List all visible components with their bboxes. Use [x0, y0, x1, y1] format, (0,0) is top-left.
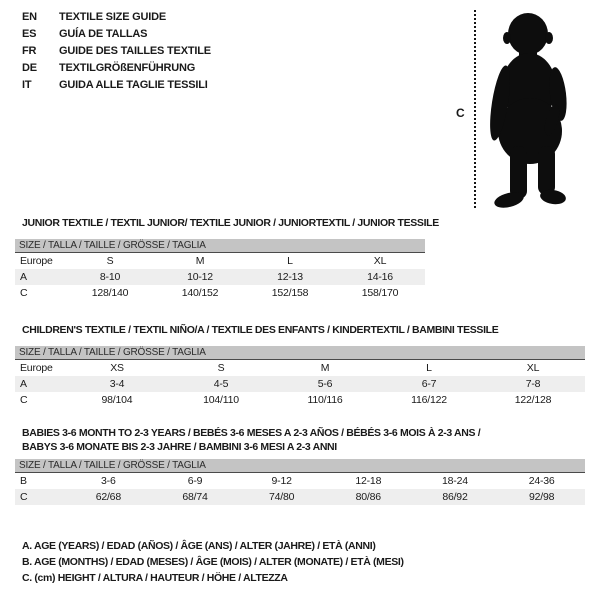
table-cell: 158/170: [361, 287, 399, 299]
table-row: [15, 253, 425, 269]
size-header-label: SIZE / TALLA / TAILLE / GRÖSSE / TAGLIA: [19, 460, 206, 471]
note-line: A. AGE (YEARS) / EDAD (AÑOS) / ÂGE (ANS) / ALTER (JAHRE) / ETÀ (ANNI): [22, 540, 376, 552]
language-row: [22, 9, 211, 26]
section-junior: [15, 216, 439, 301]
language-title: GUIDE DES TAILLES TEXTILE: [59, 45, 211, 57]
section-children: [15, 323, 585, 408]
note-line: B. AGE (MONTHS) / EDAD (MESES) / ÂGE (MOIS) / ALTER (MONATE) / ETÀ (MESI): [22, 556, 404, 568]
table-cell: L: [426, 362, 432, 374]
table-cell: XL: [526, 362, 540, 374]
table-cell: Europe: [20, 362, 53, 374]
table-cell: XL: [373, 255, 387, 267]
table-cell: 18-24: [442, 475, 468, 487]
table-cell: 3-4: [109, 378, 125, 390]
table-cell: 9-12: [271, 475, 292, 487]
language-code: ES: [22, 28, 37, 40]
table-cell: S: [106, 255, 114, 267]
table-cell: Europe: [20, 255, 53, 267]
table-cell: C: [20, 287, 28, 299]
size-header-label: SIZE / TALLA / TAILLE / GRÖSSE / TAGLIA: [19, 240, 206, 251]
language-title: TEXTILGRÖßENFÜHRUNG: [59, 62, 196, 74]
table-cell: 5-6: [317, 378, 333, 390]
table-cell: 6-9: [187, 475, 203, 487]
table-cell: 98/104: [101, 394, 133, 406]
section-title-line2: BABYS 3-6 MONATE BIS 2-3 JAHRE / BAMBINI 3-6 MESI A 2-3 ANNI: [22, 441, 337, 453]
legend-notes: [22, 538, 404, 586]
size-header-bar: [15, 239, 425, 253]
junior-size-table: [15, 253, 425, 301]
table-cell: 140/152: [181, 287, 219, 299]
babies-size-table: [15, 473, 585, 505]
table-cell: 7-8: [525, 378, 541, 390]
table-cell: A: [20, 378, 27, 390]
table-cell: 116/122: [411, 394, 447, 406]
language-list: [22, 9, 211, 94]
table-cell: 122/128: [514, 394, 552, 406]
table-cell: M: [195, 255, 205, 267]
table-cell: 24-36: [528, 475, 555, 487]
table-row: [15, 269, 425, 285]
table-cell: 12-13: [277, 271, 303, 283]
baby-silhouette-figure: [486, 8, 594, 215]
table-cell: 14-16: [367, 271, 393, 283]
table-cell: 104/110: [203, 394, 239, 406]
size-header-label: SIZE / TALLA / TAILLE / GRÖSSE / TAGLIA: [19, 347, 206, 358]
table-cell: 10-12: [187, 271, 213, 283]
height-measure-label: C: [456, 106, 465, 120]
table-row: [15, 360, 585, 376]
table-cell: B: [20, 475, 27, 487]
language-row: [22, 60, 211, 77]
table-cell: M: [320, 362, 330, 374]
language-row: [22, 77, 211, 94]
table-cell: A: [20, 271, 27, 283]
children-size-table: [15, 360, 585, 408]
table-cell: L: [287, 255, 293, 267]
language-title: TEXTILE SIZE GUIDE: [59, 11, 167, 23]
language-row: [22, 26, 211, 43]
table-row: [15, 392, 585, 408]
language-title: GUÍA DE TALLAS: [59, 28, 148, 40]
note-line: C. (cm) HEIGHT / ALTURA / HAUTEUR / HÖHE / ALTEZZA: [22, 572, 288, 584]
table-cell: C: [20, 491, 28, 503]
table-cell: C: [20, 394, 28, 406]
table-cell: 80/86: [355, 491, 381, 503]
section-title: BABIES 3-6 MONTH TO 2-3 YEARS / BEBÉS 3-6 MESES A 2-3 AÑOS / BÉBÉS 3-6 MOIS À 2-3 ANS /: [22, 427, 481, 439]
table-cell: 68/74: [182, 491, 208, 503]
table-cell: 8-10: [99, 271, 121, 283]
table-cell: S: [217, 362, 225, 374]
table-cell: 74/80: [269, 491, 295, 503]
height-measure-line: [474, 10, 476, 208]
language-code: FR: [22, 45, 37, 57]
language-title: GUIDA ALLE TAGLIE TESSILI: [59, 79, 208, 91]
table-cell: 12-18: [355, 475, 382, 487]
table-row: [15, 285, 425, 301]
table-row: [15, 489, 585, 505]
table-cell: 4-5: [213, 378, 229, 390]
table-cell: XS: [110, 362, 124, 374]
language-row: [22, 43, 211, 60]
table-cell: 62/68: [95, 491, 121, 503]
section-title: CHILDREN'S TEXTILE / TEXTIL NIÑO/A / TEXTILE DES ENFANTS / KINDERTEXTIL / BAMBINI TESSILE: [22, 324, 499, 336]
language-code: EN: [22, 11, 37, 23]
table-cell: 6-7: [421, 378, 437, 390]
section-title: JUNIOR TEXTILE / TEXTIL JUNIOR/ TEXTILE JUNIOR / JUNIORTEXTIL / JUNIOR TESSILE: [22, 217, 439, 229]
table-cell: 110/116: [307, 394, 343, 406]
language-code: IT: [22, 79, 32, 91]
section-babies: [15, 426, 585, 505]
size-header-bar: [15, 346, 585, 360]
language-code: DE: [22, 62, 37, 74]
table-cell: 152/158: [271, 287, 309, 299]
table-row: [15, 376, 585, 392]
table-cell: 3-6: [101, 475, 116, 487]
table-row: [15, 473, 585, 489]
table-cell: 92/98: [529, 491, 555, 503]
table-cell: 128/140: [91, 287, 129, 299]
table-cell: 86/92: [442, 491, 468, 503]
size-header-bar: [15, 459, 585, 473]
